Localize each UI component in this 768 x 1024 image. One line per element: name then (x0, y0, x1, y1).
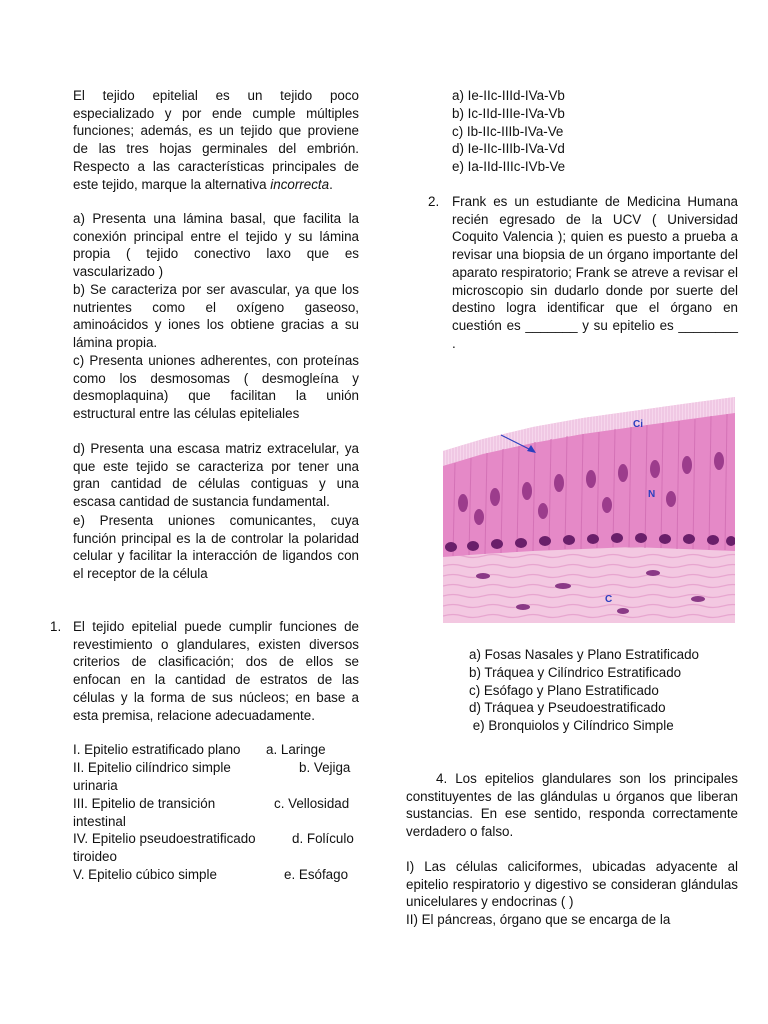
q1-pair-right-2: b. Vejiga (299, 760, 351, 775)
q1-pair-left-1: I. Epitelio estratificado plano (73, 742, 241, 757)
q2-option-a: a) Fosas Nasales y Plano Estratificado (469, 647, 699, 662)
q1-pair-right-3: c. Vellosidad (274, 796, 350, 811)
label-ci: Ci (633, 419, 643, 430)
q1-pair-left-2: II. Epitelio cilíndrico simple (73, 760, 231, 775)
q1-pair-left-4: IV. Epitelio pseudoestratificado (73, 831, 256, 846)
q4-stem: 4. Los epitelios glandulares son los principales constituyentes de las glándulas u órganos que liberan sustancias. En ese sentido, responda correctamente verdadero o falso. (406, 771, 738, 840)
q1-pair-right-4: d. Folículo (292, 831, 354, 846)
q1-pair-cont-2: urinaria (73, 778, 118, 793)
q2-number: 2. (428, 194, 440, 209)
intro-option-c: c) Presenta uniones adherentes, con proteínas como los desmosomas ( desmogleína y desmoplaquina) que facilitan la unión estructural entre las células epiteliales (73, 353, 359, 422)
intro-option-a: a) Presenta una lámina basal, que facilita la conexión principal entre el tejido y su lámina propia ( tejido conectivo laxo que es vascularizado ) (73, 211, 359, 280)
intro-stem: El tejido epitelial es un tejido poco especializado y por ende cumple múltiples funciones; además, es un tejido que proviene de las tres hojas germinales del embrión. Respecto a las características principales de este tejido, marque la alternativa incorrecta. (73, 88, 359, 192)
intro-option-e: e) Presenta uniones comunicantes, cuya función principal es la de controlar la polaridad celular y facilitar la interacción de ligandos con el receptor de la célula (73, 513, 359, 582)
label-n: N (648, 489, 656, 500)
q4-item-2: II) El páncreas, órgano que se encarga de la (406, 912, 671, 927)
q2-option-c: c) Esófago y Plano Estratificado (469, 683, 659, 698)
q2-option-d: d) Tráquea y Pseudoestratificado (469, 700, 666, 715)
q1-stem: El tejido epitelial puede cumplir funciones de revestimiento o glandulares, existen diversos criterios de clasificación; dos de ellos se enfocan en la cantidad de estratos de las células y la forma de sus núcleos; en base a esta premisa, relacione adecuadamente. (73, 619, 359, 723)
histology-image (443, 371, 735, 623)
q1-pair-left-5: V. Epitelio cúbico simple (73, 867, 217, 882)
q1-answer-b: b) Ic-IId-IIIe-IVa-Vb (452, 106, 565, 121)
q1-answer-a: a) Ie-IIc-IIId-IVa-Vb (452, 88, 565, 103)
intro-option-b: b) Se caracteriza por ser avascular, ya que los nutrientes como el oxígeno gaseoso, aminoácidos y iones los obtiene gracias a su lámina propia. (73, 282, 359, 351)
q1-pair-cont-4: tiroideo (73, 849, 117, 864)
q1-answer-d: d) Ie-IIc-IIIb-IVa-Vd (452, 141, 565, 156)
q1-pair-right-5: e. Esófago (284, 867, 349, 882)
q1-pair-cont-3: intestinal (73, 814, 126, 829)
q1-pair-right-1: a. Laringe (266, 742, 326, 757)
q1-answer-e: e) Ia-IId-IIIc-IVb-Ve (452, 159, 566, 174)
q1-number: 1. (50, 619, 62, 634)
q1-pair-left-3: III. Epitelio de transición (73, 796, 216, 811)
q1-answer-c: c) Ib-IIc-IIIb-IVa-Ve (452, 124, 564, 139)
intro-option-d: d) Presenta una escasa matriz extracelular, ya que este tejido se caracteriza por tener una gran cantidad de células contiguas y una escasa cantidad de sustancia fundamental. (73, 441, 359, 510)
q4-item-1: I) Las células caliciformes, ubicadas adyacente al epitelio respiratorio y digestivo se consideran glándulas unicelulares y endocrinas ( ) (406, 859, 738, 910)
q2-option-e: e) Bronquiolos y Cilíndrico Simple (469, 718, 674, 733)
label-c: C (605, 594, 613, 605)
q2-stem: Frank es un estudiante de Medicina Humana recién egresado de la UCV ( Universidad Coquito Valencia ); quien es puesto a prueba a revisar una biopsia de un órgano importante del aparato respiratorio; Frank se atreve a revisar el microscopio sin dudarlo donde por suerte del destino logra identificar que el órgano en cuestión es _______ y su epitelio es ________ . (452, 194, 738, 351)
histology-micrograph (443, 371, 735, 623)
q2-option-b: b) Tráquea y Cilíndrico Estratificado (469, 665, 682, 680)
